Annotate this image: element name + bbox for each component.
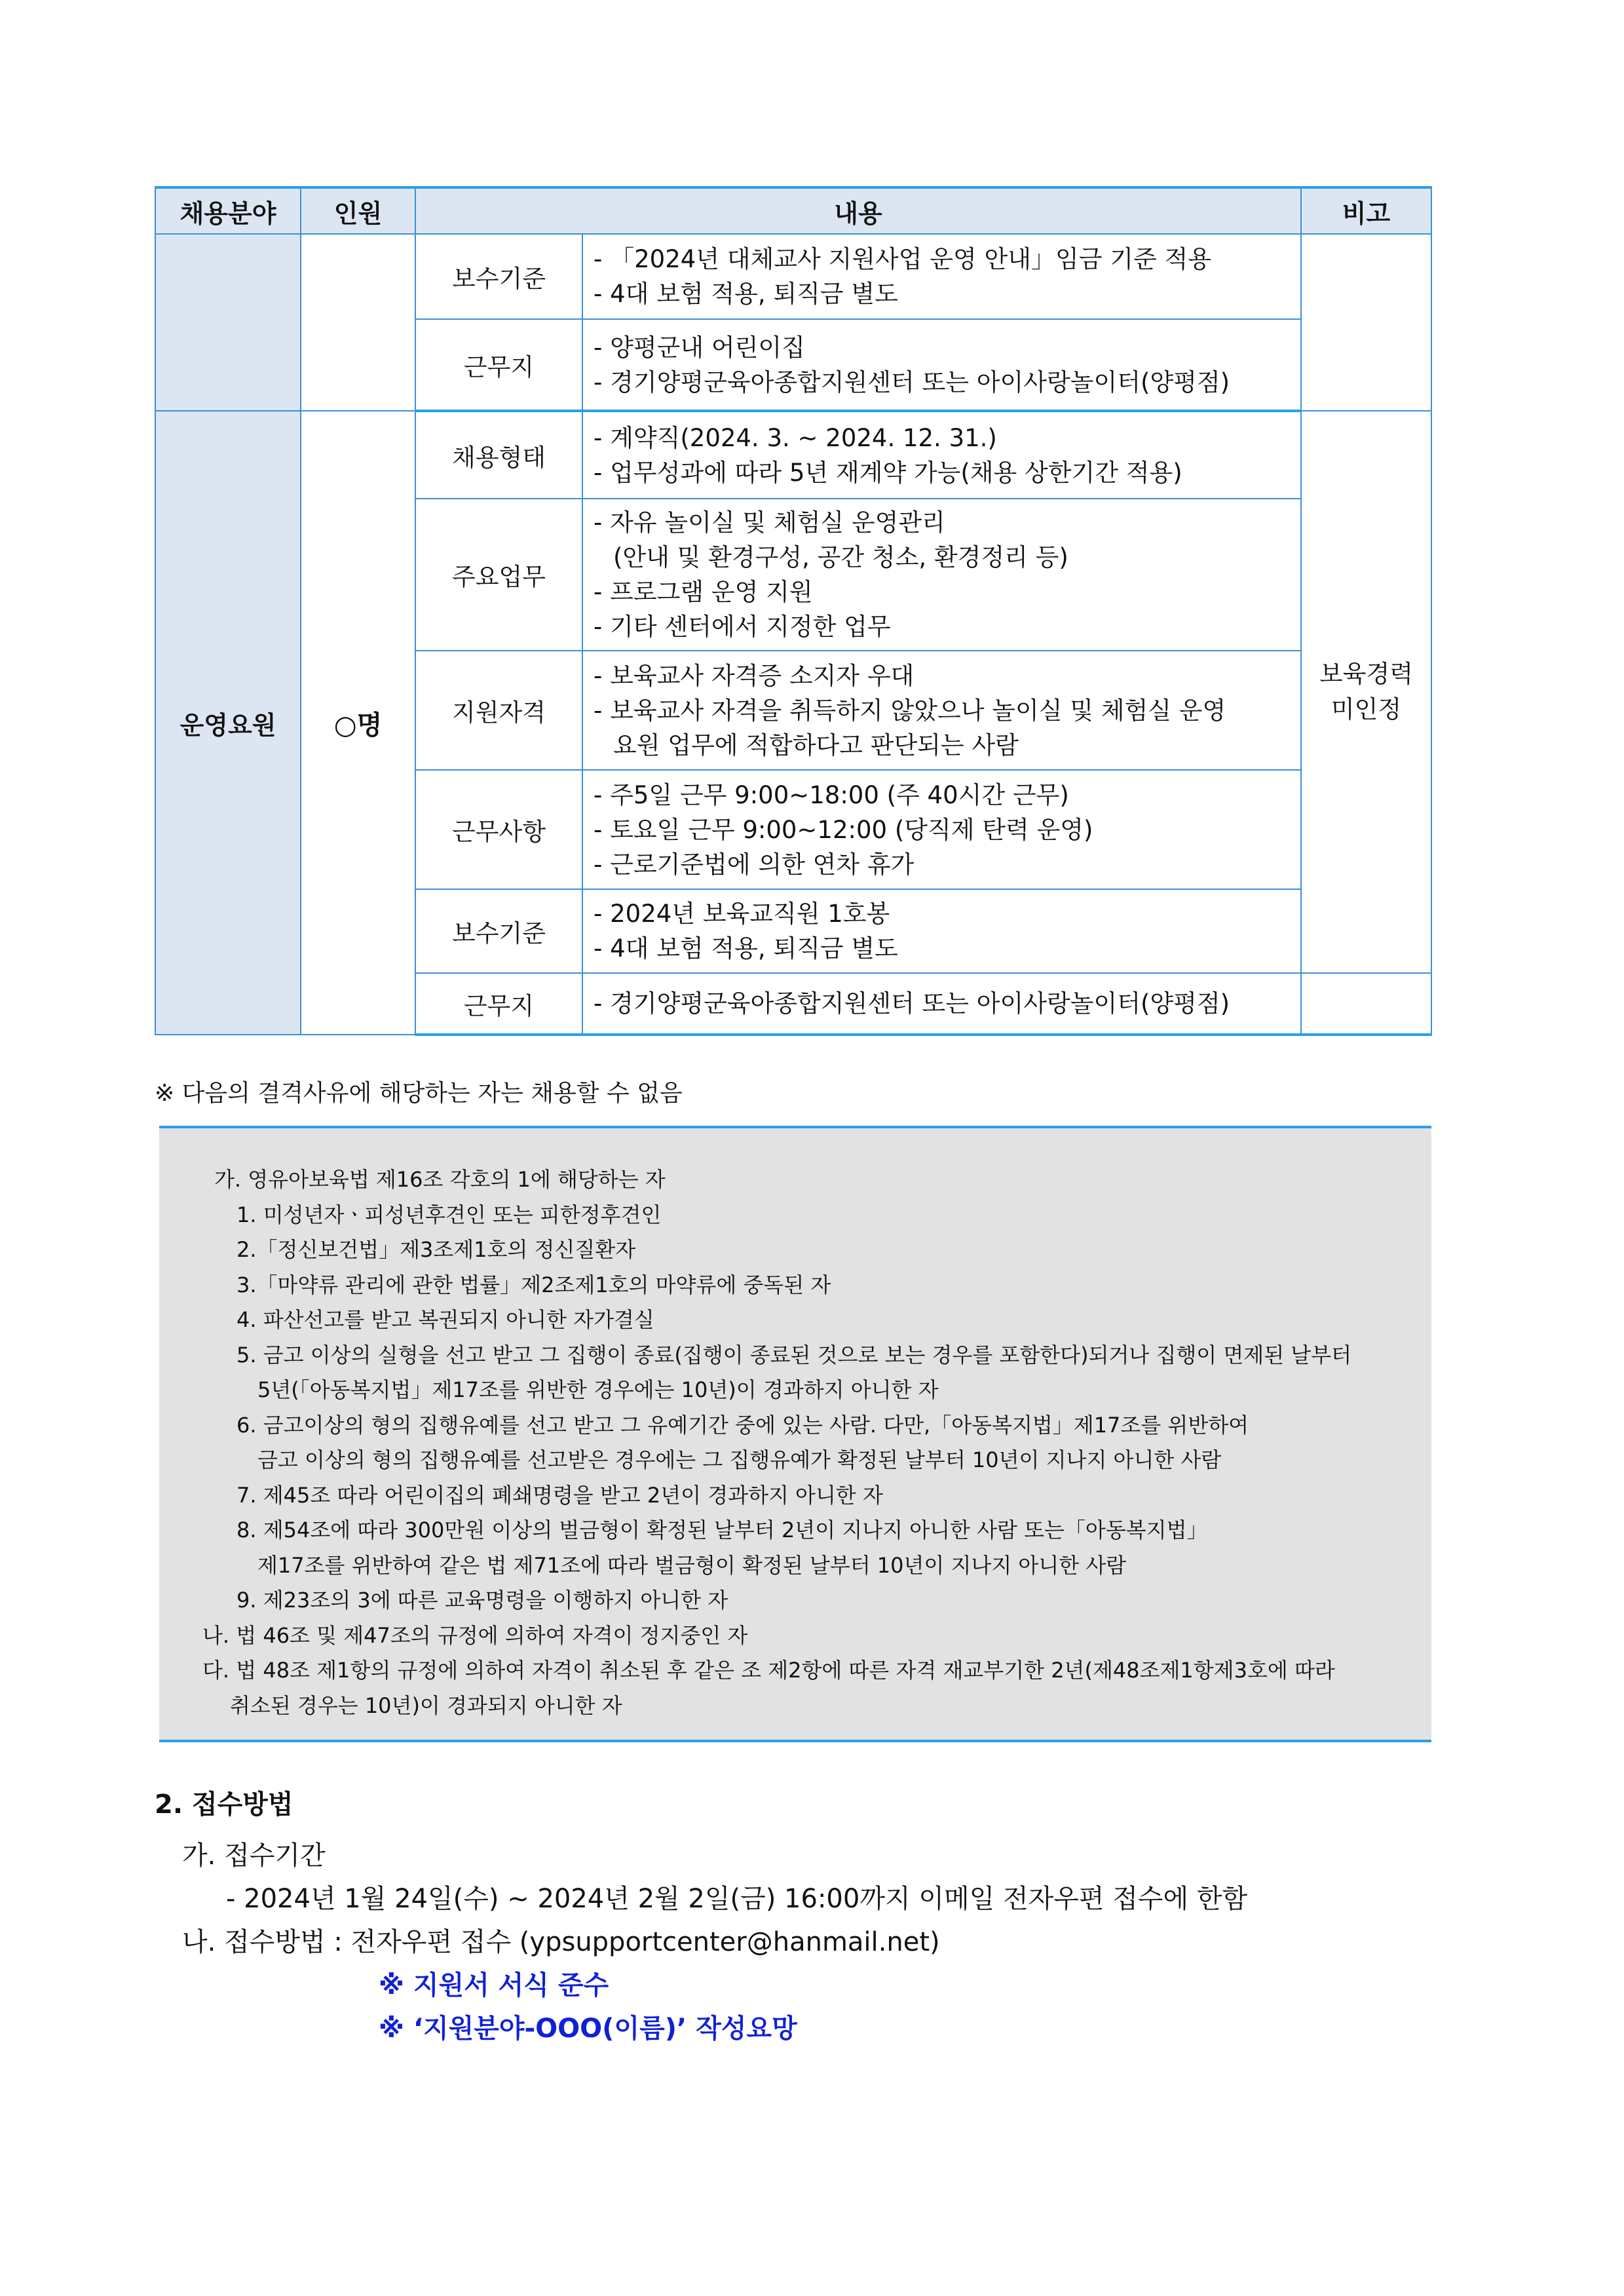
content-cell <box>582 973 1301 1035</box>
remark-form: ※ 지원서 서식 준수 <box>379 1970 609 2000</box>
note-cell-continued <box>1301 234 1431 411</box>
period-value: - 2024년 1월 24일(수) ~ 2024년 2월 2일(금) 16:00까지 이메일 전자우편 접수에 한함 <box>226 1884 1248 1914</box>
list-item: 나. 법 46조 및 제47조의 규정에 의하여 자격이 정지중인 자 <box>202 1622 748 1648</box>
list-item: 금고 이상의 형의 집행유예를 선고받은 경우에는 그 집행유예가 확정된 날부터 10년이 지나지 아니한 사람 <box>257 1447 1222 1472</box>
list-item: 5. 금고 이상의 실형을 선고 받고 그 집행이 종료(집행이 종료된 것으로 보는 경우를 포함한다)되거나 집행이 면제된 날부터 <box>236 1342 1352 1368</box>
list-item: 8. 제54조에 따라 300만원 이상의 벌금형이 확정된 날부터 2년이 지나지 아니한 사람 또는「아동복지법」 <box>236 1518 1208 1542</box>
content-line: - 경기양평군육아종합지원센터 또는 아이사랑놀이터(양평점) <box>594 368 1230 396</box>
table-header-row <box>155 187 1431 234</box>
table-row <box>155 411 1431 499</box>
list-item: 1. 미성년자ㆍ피성년후견인 또는 피한정후견인 <box>236 1202 662 1227</box>
method-text: 나. 접수방법 : 전자우편 접수 (ypsupportcenter@hanmail.net) <box>182 1927 940 1957</box>
header-note: 비고 <box>1301 187 1431 234</box>
content-line: - 2024년 보육교직원 1호봉 <box>594 900 890 928</box>
content-cell <box>582 234 1301 319</box>
list-item: 5년(「아동복지법」제17조를 위반한 경우에는 10년)이 경과하지 아니한 자 <box>257 1377 939 1402</box>
list-item: 6. 금고이상의 형의 집행유예를 선고 받고 그 유예기간 중에 있는 사람. 다만,「아동복지법」제17조를 위반하여 <box>236 1412 1249 1438</box>
content-line: - 근로기준법에 의한 연차 휴가 <box>594 850 915 879</box>
item-cell: 주요업무 <box>415 499 582 651</box>
content-cell <box>582 411 1301 499</box>
content-cell <box>582 770 1301 889</box>
list-item: 제17조를 위반하여 같은 법 제71조에 따라 벌금형이 확정된 날부터 10년이 지나지 아니한 사람 <box>257 1552 1127 1578</box>
item-cell: 보수기준 <box>415 889 582 973</box>
people-cell: ○명 <box>301 411 415 1035</box>
note-cell-empty <box>1301 973 1431 1035</box>
field-cell-continued <box>155 234 301 411</box>
content-line: - 계약직(2024. 3. ~ 2024. 12. 31.) <box>594 423 997 452</box>
content-line: - 자유 놀이실 및 체험실 운영관리 <box>594 508 945 537</box>
content-line: - 양평군내 어린이집 <box>594 333 805 362</box>
section-title: 2. 접수방법 <box>155 1789 293 1820</box>
content-line: - 프로그램 운영 지원 <box>594 578 813 606</box>
content-line: - 토요일 근무 9:00~12:00 (당직제 탄력 운영) <box>594 815 1093 844</box>
content-line: - 보육교사 자격을 취득하지 않았으나 놀이실 및 체험실 운영 <box>594 696 1226 725</box>
content-line: - 경기양평군육아종합지원센터 또는 아이사랑놀이터(양평점) <box>594 989 1230 1018</box>
item-cell: 근무사항 <box>415 770 582 889</box>
content-cell <box>582 499 1301 651</box>
list-item: 3.「마약류 관리에 관한 법률」제2조제1호의 마약류에 중독된 자 <box>236 1272 831 1297</box>
disqualification-notice: ※ 다음의 결격사유에 해당하는 자는 채용할 수 없음 <box>155 1080 683 1107</box>
content-line: - 주5일 근무 9:00~18:00 (주 40시간 근무) <box>594 780 1069 809</box>
content-line: - 「2024년 대체교사 지원사업 운영 안내」임금 기준 적용 <box>594 245 1211 273</box>
content-cell <box>582 319 1301 411</box>
note-line: 보육경력 <box>1319 660 1413 688</box>
disqualification-box <box>159 1126 1431 1742</box>
item-cell: 근무지 <box>415 973 582 1035</box>
list-item: 가. 영유아보육법 제16조 각호의 1에 해당하는 자 <box>214 1167 666 1192</box>
content-line: - 보육교사 자격증 소지자 우대 <box>594 661 915 690</box>
content-cell <box>582 889 1301 973</box>
content-line: - 업무성과에 따라 5년 재계약 가능(채용 상한기간 적용) <box>594 458 1182 487</box>
content-cell <box>582 651 1301 770</box>
note-cell <box>1301 411 1431 973</box>
content-line: - 4대 보험 적용, 퇴직금 별도 <box>594 934 898 963</box>
item-cell: 근무지 <box>415 319 582 411</box>
list-item: 2.「정신보건법」제3조제1호의 정신질환자 <box>236 1237 636 1262</box>
item-cell: 보수기준 <box>415 234 582 319</box>
period-label: 가. 접수기간 <box>182 1841 326 1871</box>
table-row <box>155 234 1431 319</box>
list-item: 다. 법 48조 제1항의 규정에 의하여 자격이 취소된 후 같은 조 제2항에 따른 자격 재교부기한 2년(제48조제1항제3호에 따라 <box>202 1658 1335 1683</box>
list-item: 7. 제45조 따라 어린이집의 폐쇄명령을 받고 2년이 경과하지 아니한 자 <box>236 1482 883 1508</box>
header-field: 채용분야 <box>155 187 301 234</box>
people-cell-continued <box>301 234 415 411</box>
list-item: 4. 파산선고를 받고 복권되지 아니한 자가결실 <box>236 1307 654 1332</box>
list-item: 9. 제23조의 3에 따른 교육명령을 이행하지 아니한 자 <box>236 1588 728 1613</box>
note-line: 미인정 <box>1331 695 1402 723</box>
list-item: 취소된 경우는 10년)이 경과되지 아니한 자 <box>230 1693 622 1718</box>
content-line: (안내 및 환경구성, 공간 청소, 환경정리 등) <box>613 543 1068 571</box>
item-cell: 지원자격 <box>415 651 582 770</box>
content-line: 요원 업무에 적합하다고 판단되는 사람 <box>613 731 1019 759</box>
content-line: - 기타 센터에서 지정한 업무 <box>594 613 891 641</box>
field-cell: 운영요원 <box>155 411 301 1035</box>
header-content: 내용 <box>415 187 1301 234</box>
item-cell: 채용형태 <box>415 411 582 499</box>
content-line: - 4대 보험 적용, 퇴직금 별도 <box>594 280 898 308</box>
recruitment-table <box>155 186 1432 1036</box>
remark-naming: ※ ‘지원분야-OOO(이름)’ 작성요망 <box>379 2014 797 2044</box>
header-people: 인원 <box>301 187 415 234</box>
